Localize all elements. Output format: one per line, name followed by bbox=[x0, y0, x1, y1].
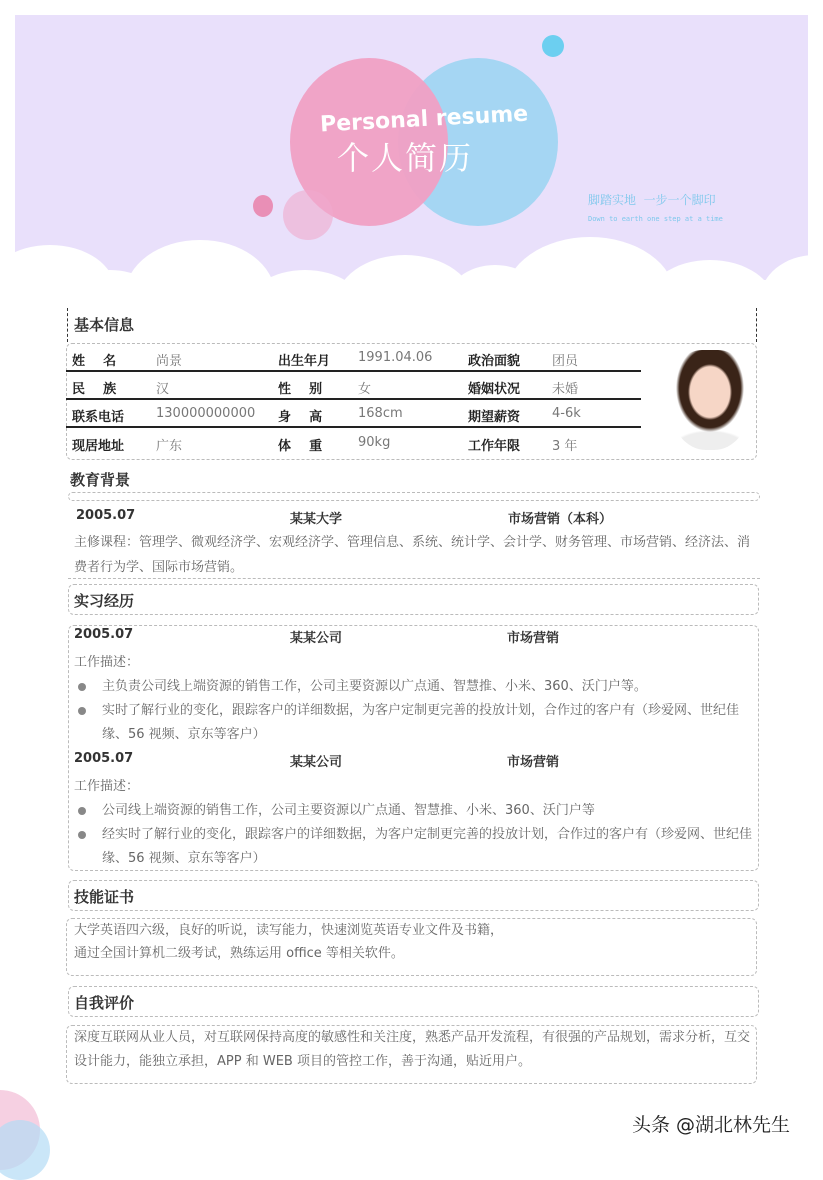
motto-cn: 脚踏实地 一步一个脚印 bbox=[588, 193, 716, 207]
edu-school: 某某大学 bbox=[290, 512, 343, 527]
watermark-text: 头条 @湖北林先生 bbox=[632, 1114, 791, 1136]
self-text: 深度互联网从业人员，对互联网保持高度的敏感性和关注度，熟悉产品开发流程，有很强的产品规划，需求分析，互交设计能力，能独立承担，APP 和 WEB 项目的管控工作，善于沟通，贴近用户。 bbox=[74, 1030, 751, 1069]
edu-courses: 主修课程：管理学、微观经济学、宏观经济学、管理信息、系统、统计学、会计学、财务管理、市场营销、经济法、消费者行为学、国际市场营销。 bbox=[74, 535, 751, 575]
info-value: 团员 bbox=[552, 354, 579, 369]
avatar bbox=[670, 350, 750, 450]
info-row bbox=[72, 373, 632, 401]
title-en: Personal resume bbox=[319, 101, 529, 138]
job-bullet: 公司线上端资源的销售工作，公司主要资源以广点通、智慧推、小米、360、沃门户等 bbox=[74, 799, 754, 823]
section-heading-education: 教育背景 bbox=[70, 471, 131, 489]
job-desc-label: 工作描述： bbox=[74, 779, 140, 794]
info-label: 现居地址 bbox=[72, 439, 125, 454]
divider bbox=[756, 308, 757, 342]
info-value: 4-6k bbox=[552, 406, 581, 421]
info-value: 广东 bbox=[156, 439, 183, 454]
divider bbox=[68, 578, 760, 579]
info-row bbox=[72, 430, 632, 458]
job-bullet: 实时了解行业的变化，跟踪客户的详细数据，为客户定制更完善的投放计划，合作过的客户有（珍爱网、世纪佳缘、56 视频、京东等客户） bbox=[74, 699, 754, 747]
dot bbox=[253, 195, 273, 217]
job-entry bbox=[74, 751, 754, 871]
divider bbox=[67, 308, 68, 342]
info-label: 期望薪资 bbox=[468, 410, 521, 425]
info-value: 90kg bbox=[358, 435, 391, 450]
info-value: 130000000000 bbox=[156, 406, 256, 421]
job-bullet: 主负责公司线上端资源的销售工作，公司主要资源以广点通、智慧推、小米、360、沃门户等。 bbox=[74, 675, 754, 699]
skills-line: 大学英语四六级，良好的听说，读写能力，快速浏览英语专业文件及书籍， bbox=[74, 923, 504, 938]
edu-major: 市场营销（本科） bbox=[508, 512, 613, 527]
edu-date: 2005.07 bbox=[76, 508, 136, 523]
job-company: 某某公司 bbox=[290, 631, 343, 646]
dot bbox=[542, 35, 564, 57]
job-date: 2005.07 bbox=[74, 751, 134, 766]
job-entry bbox=[74, 627, 754, 747]
motto-en: Down to earth one step at a time bbox=[588, 215, 723, 223]
info-label: 工作年限 bbox=[468, 439, 521, 454]
info-label: 性 别 bbox=[278, 382, 323, 397]
info-value: 3 年 bbox=[552, 439, 578, 454]
info-label: 婚姻状况 bbox=[468, 382, 521, 397]
job-bullet: 经实时了解行业的变化，跟踪客户的详细数据，为客户定制更完善的投放计划，合作过的客户有（珍爱网、世纪佳缘、56 视频、京东等客户） bbox=[74, 823, 754, 871]
section-heading-skills: 技能证书 bbox=[74, 888, 135, 906]
title-cn: 个人简历 bbox=[337, 139, 474, 177]
corner-circle bbox=[0, 1120, 50, 1180]
info-value: 汉 bbox=[156, 382, 170, 397]
dot bbox=[283, 190, 333, 240]
section-header-box bbox=[68, 584, 759, 615]
job-role: 市场营销 bbox=[507, 755, 560, 770]
info-value: 尚景 bbox=[156, 354, 183, 369]
info-label: 体 重 bbox=[278, 439, 323, 454]
skills-line: 通过全国计算机二级考试，熟练运用 office 等相关软件。 bbox=[74, 946, 404, 961]
job-company: 某某公司 bbox=[290, 755, 343, 770]
info-label: 政治面貌 bbox=[468, 354, 521, 369]
info-value: 女 bbox=[358, 382, 372, 397]
section-heading-basic: 基本信息 bbox=[74, 316, 135, 334]
job-role: 市场营销 bbox=[507, 631, 560, 646]
section-heading-internship: 实习经历 bbox=[74, 592, 135, 610]
section-header-box bbox=[68, 986, 759, 1017]
info-value: 未婚 bbox=[552, 382, 579, 397]
info-value: 168cm bbox=[358, 406, 403, 421]
info-row bbox=[72, 401, 632, 429]
info-label: 联系电话 bbox=[72, 410, 125, 425]
header-banner bbox=[15, 15, 808, 280]
section-header-box bbox=[68, 880, 759, 911]
info-label: 身 高 bbox=[278, 410, 323, 425]
info-row bbox=[72, 345, 632, 373]
info-label: 出生年月 bbox=[278, 354, 331, 369]
divider bbox=[68, 492, 760, 501]
info-label: 民 族 bbox=[72, 382, 117, 397]
info-label: 姓 名 bbox=[72, 354, 117, 369]
info-value: 1991.04.06 bbox=[358, 350, 433, 365]
job-date: 2005.07 bbox=[74, 627, 134, 642]
job-desc-label: 工作描述： bbox=[74, 655, 140, 670]
section-heading-self: 自我评价 bbox=[74, 994, 135, 1012]
